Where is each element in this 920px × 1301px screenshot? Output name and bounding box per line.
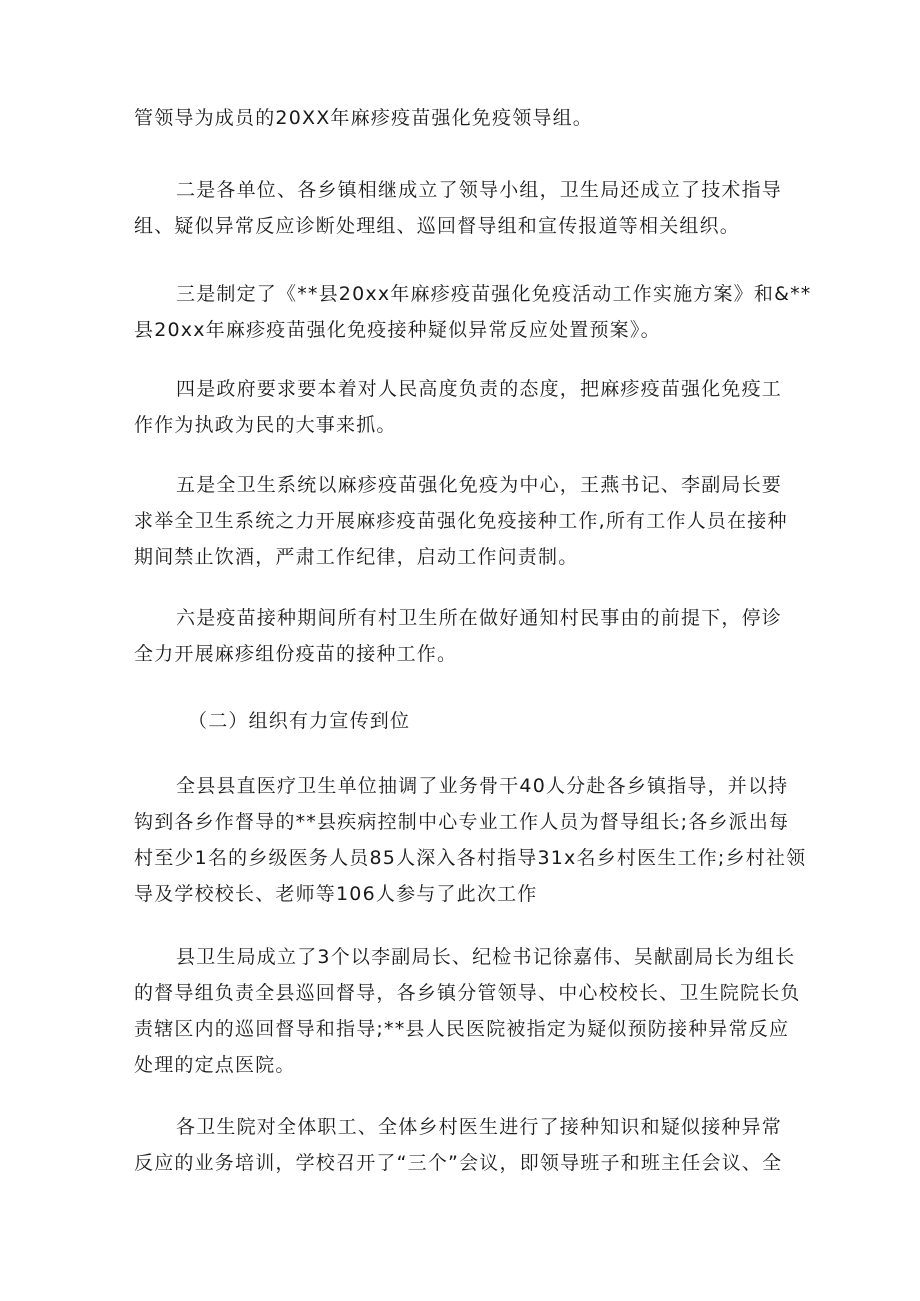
text-line: 作作为执政为民的大事来抓。 <box>134 414 397 436</box>
paragraph-sixth-point <box>134 600 794 672</box>
text-line: 管领导为成员的20XX年麻疹疫苗强化免疫领导组。 <box>134 107 594 129</box>
paragraph-leader-group-continuation <box>134 100 794 136</box>
text-line: 处理的定点医院。 <box>134 1054 296 1076</box>
text-line: 的督导组负责全县巡回督导，各乡镇分管领导、中心校校长、卫生院院长负 <box>134 982 801 1004</box>
text-line: 全力开展麻疹组份疫苗的接种工作。 <box>134 643 458 665</box>
text-line: 六是疫苗接种期间所有村卫生所在做好通知村民事由的前提下，停诊 <box>176 607 783 629</box>
paragraph-training <box>134 1109 794 1181</box>
paragraph-staff-deployment <box>134 768 807 912</box>
paragraph-second-point <box>134 172 794 244</box>
text-line: 县卫生局成立了3个以李副局长、纪检书记徐嘉伟、吴献副局长为组长 <box>176 946 796 968</box>
text-line: 导及学校校长、老师等106人参与了此次工作 <box>134 883 538 905</box>
text-line: 责辖区内的巡回督导和指导;**县人民医院被指定为疑似预防接种异常反应 <box>134 1018 790 1040</box>
text-line: 五是全卫生系统以麻疹疫苗强化免疫为中心，王燕书记、李副局长要 <box>176 474 783 496</box>
text-line: 村至少1名的乡级医务人员85人深入各村指导31x名乡村医生工作;乡村社领 <box>134 847 807 869</box>
text-line: 四是政府要求要本着对人民高度负责的态度，把麻疹疫苗强化免疫工 <box>176 378 783 400</box>
paragraph-supervision-groups <box>134 939 801 1083</box>
text-line: 全县县直医疗卫生单位抽调了业务骨干40人分赴各乡镇指导，并以持 <box>176 775 789 797</box>
text-line: 二是各单位、各乡镇相继成立了领导小组，卫生局还成立了技术指导 <box>176 179 783 201</box>
text-line: 各卫生院对全体职工、全体乡村医生进行了接种知识和疑似接种异常 <box>176 1116 783 1138</box>
paragraph-fifth-point <box>134 467 794 575</box>
text-line: 反应的业务培训，学校召开了“三个”会议，即领导班子和班主任会议、全 <box>134 1152 783 1174</box>
text-line: 求举全卫生系统之力开展麻疹疫苗强化免疫接种工作,所有工作人员在接种 <box>134 510 788 532</box>
text-line: 钩到各乡作督导的**县疾病控制中心专业工作人员为督导组长;各乡派出每 <box>134 811 790 833</box>
text-line: 县20xx年麻疹疫苗强化免疫接种疑似异常反应处置预案》。 <box>134 319 661 341</box>
paragraph-fourth-point <box>134 371 794 443</box>
heading-text: （二）组织有力宣传到位 <box>188 710 411 732</box>
paragraph-third-point <box>134 276 812 348</box>
text-line: 期间禁止饮酒，严肃工作纪律，启动工作问责制。 <box>134 546 579 568</box>
text-line: 三是制定了《**县20xx年麻疹疫苗强化免疫活动工作实施方案》和&** <box>176 283 812 305</box>
section-heading <box>134 703 794 739</box>
text-line: 组、疑似异常反应诊断处理组、巡回督导组和宣传报道等相关组织。 <box>134 215 741 237</box>
